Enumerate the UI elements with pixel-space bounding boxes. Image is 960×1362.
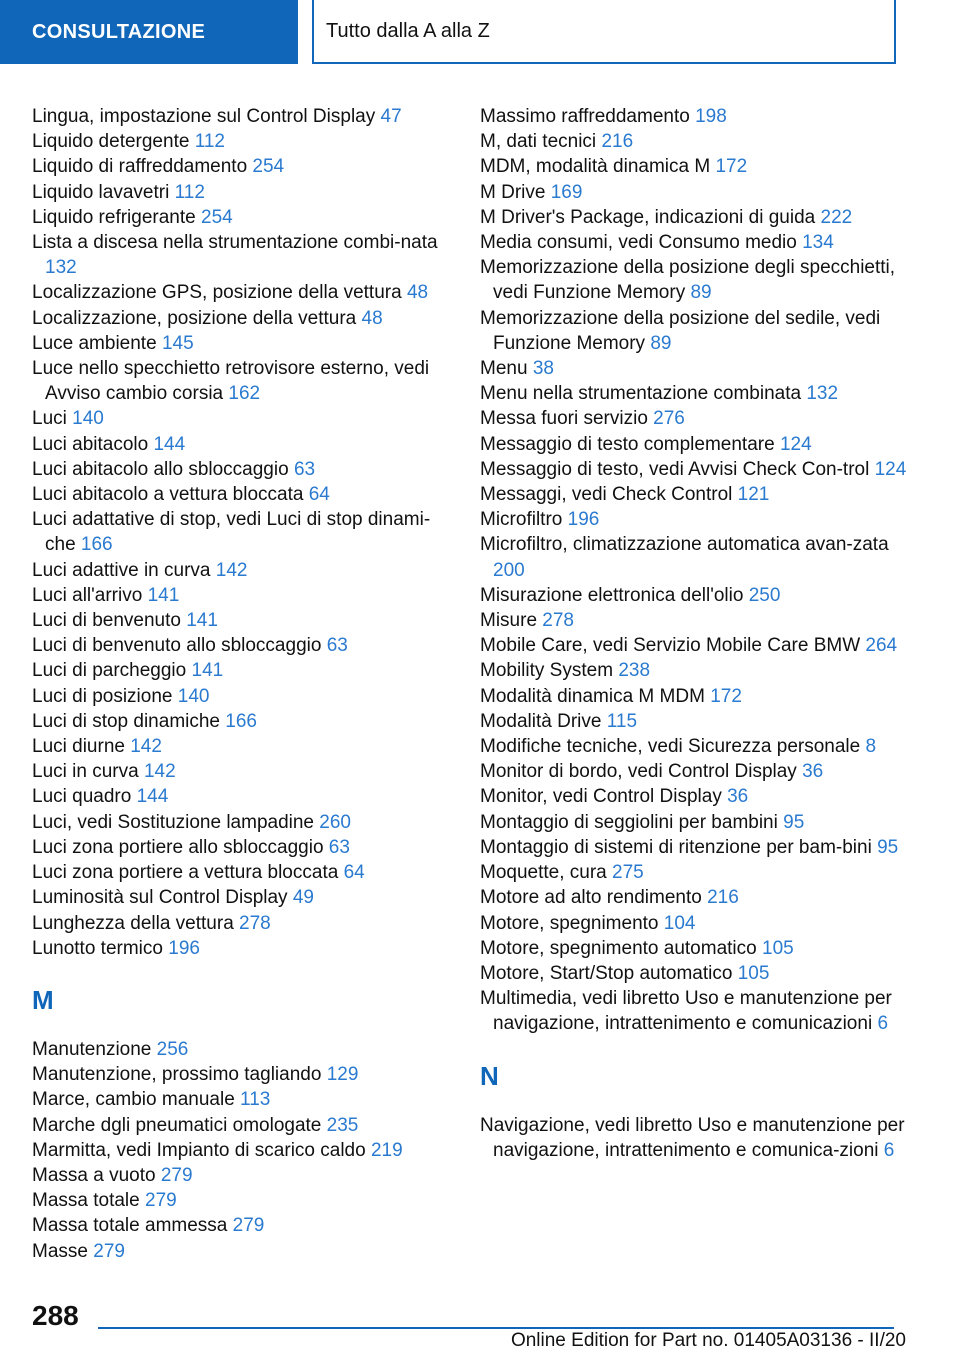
index-entry-text: Luci di benvenuto — [32, 610, 181, 632]
index-entry-text: Messa fuori servizio — [480, 408, 648, 430]
index-entry — [480, 154, 920, 179]
index-page-link[interactable]: 141 — [147, 584, 180, 606]
index-entry-text: Luci adattive in curva — [32, 559, 211, 581]
index-page-link[interactable]: 63 — [328, 836, 350, 858]
index-page-link[interactable]: 132 — [806, 383, 839, 405]
index-entry — [480, 507, 920, 532]
index-entry-text: Media consumi, vedi Consumo medio — [480, 232, 797, 254]
index-page-link[interactable]: 48 — [361, 307, 383, 329]
index-entry-text: Luci zona portiere allo sbloccaggio — [32, 836, 324, 858]
index-entry — [32, 230, 452, 280]
index-entry — [480, 961, 920, 986]
index-entry — [32, 457, 452, 482]
index-entry — [32, 1062, 452, 1087]
index-page-link[interactable]: 278 — [239, 912, 271, 934]
index-entry-text: Massimo raffreddamento — [480, 106, 690, 127]
index-page-link[interactable]: 38 — [532, 358, 554, 380]
index-page-link[interactable]: 141 — [191, 660, 224, 682]
index-page-link[interactable]: 95 — [783, 811, 805, 833]
index-page-link[interactable]: 279 — [232, 1215, 265, 1237]
index-entry — [480, 684, 920, 709]
index-entry-text: Luci — [32, 408, 67, 430]
index-entry-text: Menu nella strumentazione combinata — [480, 383, 802, 405]
index-entry — [32, 608, 452, 633]
index-entry — [480, 457, 920, 482]
index-page-link[interactable]: 47 — [380, 106, 402, 127]
index-entry — [32, 658, 452, 683]
index-entry-text: M, dati tecnici — [480, 131, 597, 153]
index-entry — [32, 1087, 452, 1112]
index-entry — [480, 936, 920, 961]
index-entry — [480, 709, 920, 734]
index-entry — [32, 1163, 452, 1188]
index-page-link[interactable]: 166 — [225, 710, 257, 732]
index-entry — [480, 406, 920, 431]
page-header — [312, 0, 896, 64]
index-entry-text: Luci, vedi Sostituzione lampadine — [32, 811, 315, 833]
index-entry-text: Marmitta, vedi Impianto di scarico caldo — [32, 1139, 366, 1161]
index-entry-text: Marche dgli pneumatici omologate — [32, 1114, 322, 1136]
index-entry-text: Luce nello specchietto retrovisore esterno, vedi Avviso cambio corsia — [32, 358, 430, 405]
index-entry-text: Liquido refrigerante — [32, 206, 196, 228]
index-entry-text: Microfiltro — [480, 509, 563, 531]
index-page-link[interactable]: 196 — [168, 937, 200, 959]
index-entry-text: Luci all'arrivo — [32, 584, 143, 606]
index-page-link[interactable]: 124 — [874, 458, 907, 480]
index-entry-text: Massa a vuoto — [32, 1164, 156, 1186]
page-number: 288 — [32, 1300, 79, 1331]
index-page-link[interactable]: 36 — [727, 786, 749, 808]
index-page-link[interactable]: 142 — [215, 559, 248, 581]
index-page-link[interactable]: 235 — [326, 1114, 359, 1136]
section-tab — [0, 0, 298, 64]
index-entry — [32, 129, 452, 154]
index-entry-text: M Drive — [480, 181, 546, 203]
index-entry — [480, 608, 920, 633]
index-entry — [32, 154, 452, 179]
index-entry-text: Microfiltro, climatizzazione automatica avan‐zata — [480, 534, 889, 556]
index-entry-text: Montaggio di seggiolini per bambini — [480, 811, 778, 833]
index-entry — [480, 532, 920, 582]
index-entry-text: Luci zona portiere a vettura bloccata — [32, 862, 339, 884]
index-page-link[interactable]: 63 — [293, 458, 316, 480]
index-entry — [32, 885, 452, 910]
index-entry — [480, 759, 920, 784]
index-page-link[interactable]: 198 — [695, 106, 727, 127]
index-page-link[interactable]: 166 — [80, 534, 113, 556]
index-entry — [32, 180, 452, 205]
index-page-link[interactable]: 89 — [690, 282, 712, 304]
index-entry-text: Misurazione elettronica dell'olio — [480, 584, 744, 606]
index-entry-text: Luci abitacolo — [32, 433, 149, 455]
index-entry-text: Luci abitacolo allo sbloccaggio — [32, 458, 289, 480]
index-entry — [32, 936, 452, 961]
index-entry — [32, 1239, 452, 1264]
index-entry-text: Messaggio di testo, vedi Avvisi Check Con‐trol — [480, 458, 870, 480]
index-page-link[interactable]: 104 — [663, 912, 696, 934]
index-entry — [32, 583, 452, 608]
index-entry — [480, 986, 920, 1036]
index-entry — [480, 230, 920, 255]
index-page-link[interactable]: 132 — [45, 257, 77, 279]
index-entry — [32, 205, 452, 230]
index-entry — [480, 381, 920, 406]
index-entry — [480, 835, 920, 860]
index-page-link[interactable]: 169 — [550, 181, 583, 203]
index-page-link[interactable]: 279 — [145, 1190, 177, 1212]
index-page-link[interactable]: 275 — [612, 862, 644, 884]
index-entry — [32, 356, 452, 406]
index-entry-text: Lunotto termico — [32, 937, 163, 959]
index-entry-text: Modifiche tecniche, vedi Sicurezza personale — [480, 736, 861, 758]
index-page-link[interactable]: 6 — [877, 1013, 889, 1035]
index-entry — [480, 356, 920, 381]
index-entry — [32, 306, 452, 331]
index-page-link[interactable]: 140 — [72, 408, 104, 430]
index-letter-heading: N — [480, 1060, 499, 1091]
index-entry — [32, 911, 452, 936]
index-page-link[interactable]: 64 — [343, 862, 365, 884]
index-entry-text: Memorizzazione della posizione degli specchietti, vedi Funzione Memory — [480, 257, 896, 304]
index-entry-text: Motore, Start/Stop automatico — [480, 962, 733, 984]
index-entry — [32, 1188, 452, 1213]
index-entry — [480, 104, 920, 129]
index-page-link[interactable]: 254 — [252, 156, 285, 178]
index-entry-text: Modalità dinamica M MDM — [480, 685, 705, 707]
index-page-link[interactable]: 49 — [292, 887, 314, 909]
index-entry-text: Memorizzazione della posizione del sedile, vedi Funzione Memory — [480, 307, 881, 354]
index-entry-text: Luci di parcheggio — [32, 660, 187, 682]
index-entry — [32, 280, 452, 305]
index-entry — [480, 205, 920, 230]
index-entry — [480, 784, 920, 809]
index-entry-text: Luci di posizione — [32, 685, 173, 707]
footer-edition: Online Edition for Part no. 01405A03136 - II/20 — [510, 1330, 906, 1351]
index-letter-heading: M — [32, 984, 54, 1015]
index-page-link[interactable]: 124 — [779, 433, 812, 455]
index-page-link[interactable]: 238 — [618, 660, 651, 682]
index-page-link[interactable]: 113 — [240, 1089, 271, 1111]
index-entry — [32, 684, 452, 709]
index-entry — [32, 835, 452, 860]
index-page-link[interactable]: 89 — [650, 332, 672, 354]
index-entry — [480, 911, 920, 936]
index-page-link[interactable]: 278 — [542, 610, 574, 632]
index-column-left — [32, 104, 452, 1264]
index-entry — [32, 558, 452, 583]
index-entry — [480, 1113, 920, 1163]
index-page-link[interactable]: 144 — [136, 786, 169, 808]
index-entry — [480, 633, 920, 658]
index-page-link[interactable]: 121 — [737, 484, 770, 506]
index-entry-text: Lista a discesa nella strumentazione combi‐nata — [32, 232, 438, 254]
index-entry — [32, 507, 452, 557]
index-entry — [480, 432, 920, 457]
index-page-link[interactable]: 276 — [653, 408, 685, 430]
index-entry — [480, 306, 920, 356]
index-entry-text: Luci quadro — [32, 786, 132, 808]
index-page-link[interactable]: 105 — [737, 962, 770, 984]
index-page-link[interactable]: 250 — [748, 584, 781, 606]
index-entry-text: Motore ad alto rendimento — [480, 887, 702, 909]
index-entry-text: Moquette, cura — [480, 862, 607, 884]
index-entry — [480, 129, 920, 154]
index-entry-text: Messaggio di testo complementare — [480, 433, 775, 455]
index-page-link[interactable]: 64 — [308, 484, 330, 506]
index-entry — [480, 255, 920, 305]
index-entry-text: Misure — [480, 610, 538, 632]
index-page-link[interactable]: 115 — [606, 710, 638, 732]
index-page-link[interactable]: 129 — [326, 1064, 359, 1086]
index-entry-text: Monitor di bordo, vedi Control Display — [480, 761, 797, 783]
index-entry-text: Luci di benvenuto allo sbloccaggio — [32, 635, 322, 657]
index-entry — [480, 810, 920, 835]
index-page-link[interactable]: 254 — [201, 206, 233, 228]
index-entry-text: Modalità Drive — [480, 710, 602, 732]
index-page-link[interactable]: 279 — [160, 1164, 193, 1186]
index-page-link[interactable]: 264 — [865, 635, 898, 657]
index-entry — [32, 709, 452, 734]
index-page-link[interactable]: 216 — [601, 131, 634, 153]
index-page-link[interactable]: 172 — [710, 685, 742, 707]
index-page-link[interactable]: 142 — [130, 736, 162, 758]
index-entry-text: Multimedia, vedi libretto Uso e manutenzione per navigazione, intrattenimento e comunicazioni — [480, 988, 892, 1035]
index-entry-text: Luci abitacolo a vettura bloccata — [32, 484, 304, 506]
index-entry-text: Manutenzione — [32, 1038, 152, 1060]
index-page-link[interactable]: 140 — [177, 685, 210, 707]
index-entry-text: Lunghezza della vettura — [32, 912, 234, 934]
page-title: Tutto dalla A alla Z — [326, 19, 490, 42]
index-entry — [480, 583, 920, 608]
index-page-link[interactable]: 279 — [93, 1240, 125, 1262]
index-entry — [32, 810, 452, 835]
index-page-link[interactable]: 112 — [174, 181, 205, 203]
index-page-link[interactable]: 134 — [802, 232, 834, 254]
index-entry-text: Navigazione, vedi libretto Uso e manutenzione per navigazione, intrattenimento e comunica‐zioni — [480, 1114, 905, 1161]
index-entry-text: Localizzazione, posizione della vettura — [32, 307, 357, 329]
index-entry-text: Lingua, impostazione sul Control Display — [32, 106, 376, 127]
index-entry-text: Marce, cambio manuale — [32, 1089, 235, 1111]
index-entry-text: Mobility System — [480, 660, 614, 682]
index-page-link[interactable]: 36 — [802, 761, 824, 783]
index-page-link[interactable]: 144 — [153, 433, 186, 455]
index-entry — [32, 432, 452, 457]
index-entry-text: Luci di stop dinamiche — [32, 710, 220, 732]
index-entry-text: Luci in curva — [32, 761, 139, 783]
index-column-right — [480, 104, 920, 1163]
index-entry-text: Montaggio di sistemi di ritenzione per bam‐bini — [480, 836, 872, 858]
index-entry-text: Massa totale — [32, 1190, 140, 1212]
index-page-link[interactable]: 95 — [877, 836, 899, 858]
index-entry — [480, 180, 920, 205]
index-entry-text: Manutenzione, prossimo tagliando — [32, 1064, 322, 1086]
index-entry — [480, 658, 920, 683]
index-entry — [32, 1213, 452, 1238]
index-entry-text: Liquido detergente — [32, 131, 190, 153]
index-page-link[interactable]: 172 — [715, 156, 748, 178]
index-entry — [32, 1037, 452, 1062]
index-entry — [480, 885, 920, 910]
index-page-link[interactable]: 219 — [370, 1139, 403, 1161]
index-entry-text: MDM, modalità dinamica M — [480, 156, 711, 178]
index-page-link[interactable]: 141 — [186, 610, 218, 632]
index-page-link[interactable]: 142 — [143, 761, 176, 783]
index-entry — [480, 734, 920, 759]
index-entry — [32, 784, 452, 809]
index-entry — [32, 633, 452, 658]
index-entry-text: Motore, spegnimento automatico — [480, 937, 757, 959]
index-entry — [32, 406, 452, 431]
index-page-link[interactable]: 8 — [865, 736, 877, 758]
index-page-link[interactable]: 105 — [762, 937, 794, 959]
index-entry-text: Motore, spegnimento — [480, 912, 659, 934]
index-entry-text: Mobile Care, vedi Servizio Mobile Care BMW — [480, 635, 861, 657]
index-page-link[interactable]: 222 — [820, 206, 853, 228]
index-page-link[interactable]: 260 — [319, 811, 351, 833]
index-entry — [32, 104, 452, 129]
index-entry-text: M Driver's Package, indicazioni di guida — [480, 206, 816, 228]
index-entry-text: Luminosità sul Control Display — [32, 887, 288, 909]
index-page-link[interactable]: 200 — [493, 559, 525, 581]
index-page-link[interactable]: 145 — [161, 332, 194, 354]
index-page-link[interactable]: 48 — [406, 282, 429, 304]
index-entry-text: Localizzazione GPS, posizione della vettura — [32, 282, 402, 304]
section-label: CONSULTAZIONE — [32, 20, 206, 43]
index-entry-text: Messaggi, vedi Check Control — [480, 484, 733, 506]
index-page-link[interactable]: 63 — [326, 635, 348, 657]
index-page-link[interactable]: 6 — [883, 1139, 895, 1161]
index-entry-text: Monitor, vedi Control Display — [480, 786, 722, 808]
index-entry — [32, 331, 452, 356]
index-entry — [32, 1113, 452, 1138]
index-page-link[interactable]: 216 — [707, 887, 739, 909]
index-entry-text: Luci diurne — [32, 736, 125, 758]
index-entry-text: Liquido lavavetri — [32, 181, 170, 203]
index-page-link[interactable]: 256 — [156, 1038, 189, 1060]
index-entry-text: Menu — [480, 358, 528, 380]
index-entry-text: Luce ambiente — [32, 332, 157, 354]
index-entry — [32, 759, 452, 784]
index-entry-text: Luci adattative di stop, vedi Luci di stop dinami‐che — [32, 509, 431, 556]
index-entry — [480, 482, 920, 507]
index-entry — [480, 860, 920, 885]
index-entry-text: Masse — [32, 1240, 88, 1262]
index-page-link[interactable]: 196 — [567, 509, 600, 531]
index-page-link[interactable]: 162 — [228, 383, 261, 405]
index-entry — [32, 1138, 452, 1163]
index-entry-text: Massa totale ammessa — [32, 1215, 228, 1237]
index-entry — [32, 482, 452, 507]
index-page-link[interactable]: 112 — [194, 131, 225, 153]
index-entry-text: Liquido di raffreddamento — [32, 156, 248, 178]
footer-divider — [98, 1327, 894, 1329]
index-entry — [32, 734, 452, 759]
index-entry — [32, 860, 452, 885]
